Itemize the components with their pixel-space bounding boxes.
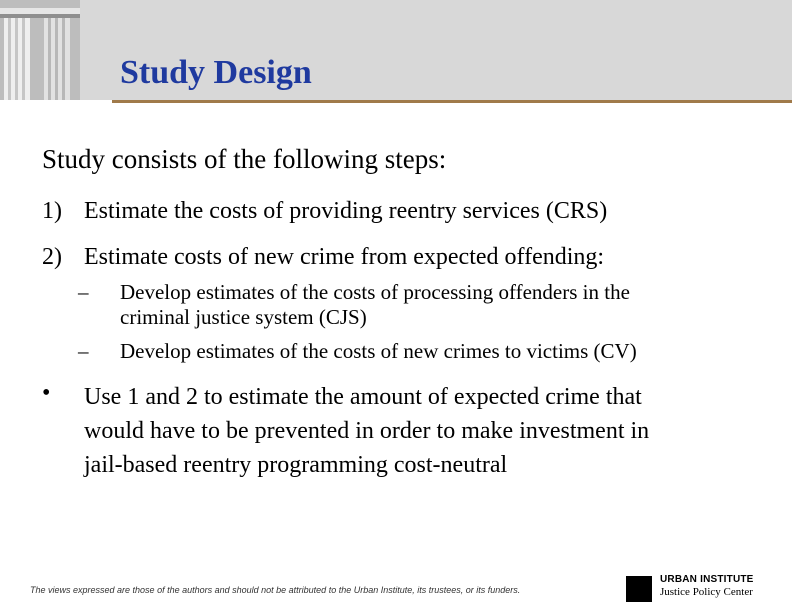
sub-item-line: Develop estimates of the costs of processing offenders in the — [120, 280, 630, 304]
logo-subtitle: Justice Policy Center — [660, 586, 753, 598]
sub-item-text — [120, 280, 630, 330]
bullet-line: would have to be prevented in order to make investment in — [84, 418, 650, 444]
urban-institute-logo-mark — [626, 576, 652, 602]
dash-marker: – — [78, 280, 89, 304]
step-number: 2) — [42, 244, 62, 270]
dash-marker: – — [78, 339, 89, 363]
intro-text: Study consists of the following steps: — [42, 144, 447, 174]
header-divider — [112, 100, 792, 103]
sub-item-line: Develop estimates of the costs of new crimes to victims (CV) — [120, 339, 637, 363]
step-text: Estimate the costs of providing reentry services (CRS) — [84, 198, 608, 224]
sub-item-line: criminal justice system (CJS) — [120, 305, 367, 329]
bullet-line: jail-based reentry programming cost-neutral — [84, 452, 508, 478]
columns-image — [0, 0, 80, 100]
step-number: 1) — [42, 198, 62, 224]
logo-name: URBAN INSTITUTE — [660, 574, 754, 585]
slide-title: Study Design — [120, 54, 312, 91]
footer-disclaimer: The views expressed are those of the authors and should not be attributed to the Urban Institute, its trustees, or its funders. — [30, 585, 521, 595]
bullet-marker: • — [42, 380, 51, 406]
sub-item-text — [120, 339, 637, 364]
step-2 — [42, 244, 604, 271]
bullet-text — [84, 380, 784, 482]
header-band — [0, 0, 792, 100]
step-1 — [42, 198, 607, 225]
bullet-line: Use 1 and 2 to estimate the amount of expected crime that — [84, 384, 642, 410]
step-text: Estimate costs of new crime from expected offending: — [84, 244, 605, 270]
